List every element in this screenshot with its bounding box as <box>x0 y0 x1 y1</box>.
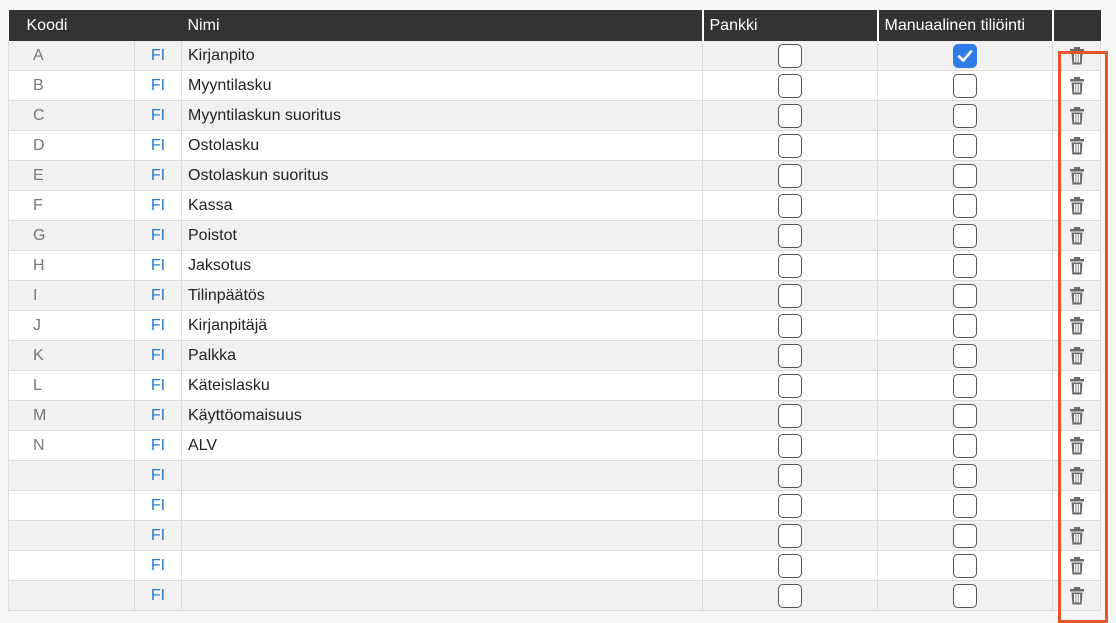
table-row <box>9 41 1101 71</box>
trash-icon[interactable] <box>1067 436 1087 456</box>
bank-checkbox[interactable] <box>778 164 802 188</box>
bank-checkbox[interactable] <box>778 194 802 218</box>
row-name: Kirjanpitäjä <box>182 311 703 341</box>
manual-posting-checkbox[interactable] <box>953 374 977 398</box>
row-delete-cell <box>1053 521 1101 551</box>
bank-checkbox[interactable] <box>778 464 802 488</box>
row-name <box>182 551 703 581</box>
row-name: Palkka <box>182 341 703 371</box>
table-row <box>9 401 1101 431</box>
row-manual-cell <box>878 221 1053 251</box>
row-name <box>182 581 703 611</box>
row-name: Ostolasku <box>182 131 703 161</box>
row-name <box>182 521 703 551</box>
row-bank-cell <box>703 191 878 221</box>
trash-icon[interactable] <box>1067 556 1087 576</box>
row-bank-cell <box>703 431 878 461</box>
trash-icon[interactable] <box>1067 376 1087 396</box>
bank-checkbox[interactable] <box>778 44 802 68</box>
row-name: Ostolaskun suoritus <box>182 161 703 191</box>
row-language-link[interactable]: FI <box>135 581 182 611</box>
row-language-link[interactable]: FI <box>135 161 182 191</box>
header-name: Nimi <box>182 10 703 41</box>
bank-checkbox[interactable] <box>778 374 802 398</box>
table-row <box>9 341 1101 371</box>
row-code <box>9 581 135 611</box>
bank-checkbox[interactable] <box>778 344 802 368</box>
row-manual-cell <box>878 431 1053 461</box>
table-body <box>9 41 1101 611</box>
row-name: Kassa <box>182 191 703 221</box>
row-language-link[interactable]: FI <box>135 491 182 521</box>
row-code: K <box>9 341 135 371</box>
manual-posting-checkbox[interactable] <box>953 284 977 308</box>
row-code <box>9 551 135 581</box>
manual-posting-checkbox[interactable] <box>953 434 977 458</box>
row-delete-cell <box>1053 431 1101 461</box>
table-row <box>9 191 1101 221</box>
row-manual-cell <box>878 131 1053 161</box>
row-bank-cell <box>703 131 878 161</box>
row-language-link[interactable]: FI <box>135 341 182 371</box>
row-delete-cell <box>1053 551 1101 581</box>
row-name <box>182 461 703 491</box>
row-bank-cell <box>703 281 878 311</box>
table-row <box>9 101 1101 131</box>
bank-checkbox[interactable] <box>778 554 802 578</box>
row-delete-cell <box>1053 101 1101 131</box>
row-bank-cell <box>703 41 878 71</box>
row-delete-cell <box>1053 401 1101 431</box>
header-code: Koodi <box>9 10 135 41</box>
row-language-link[interactable]: FI <box>135 221 182 251</box>
row-code: D <box>9 131 135 161</box>
row-delete-cell <box>1053 161 1101 191</box>
table-header-row <box>9 10 1101 41</box>
row-manual-cell <box>878 581 1053 611</box>
table-row <box>9 551 1101 581</box>
trash-icon[interactable] <box>1067 106 1087 126</box>
voucher-types-table-container <box>8 10 1100 611</box>
row-name: ALV <box>182 431 703 461</box>
trash-icon[interactable] <box>1067 46 1087 66</box>
row-bank-cell <box>703 461 878 491</box>
row-name: Käyttöomaisuus <box>182 401 703 431</box>
bank-checkbox[interactable] <box>778 74 802 98</box>
row-name: Myyntilaskun suoritus <box>182 101 703 131</box>
row-language-link[interactable]: FI <box>135 131 182 161</box>
row-manual-cell <box>878 341 1053 371</box>
row-bank-cell <box>703 581 878 611</box>
row-delete-cell <box>1053 281 1101 311</box>
manual-posting-checkbox[interactable] <box>953 464 977 488</box>
manual-posting-checkbox[interactable] <box>953 404 977 428</box>
row-manual-cell <box>878 551 1053 581</box>
row-language-link[interactable]: FI <box>135 521 182 551</box>
trash-icon[interactable] <box>1067 346 1087 366</box>
row-delete-cell <box>1053 461 1101 491</box>
row-language-link[interactable]: FI <box>135 101 182 131</box>
bank-checkbox[interactable] <box>778 254 802 278</box>
row-manual-cell <box>878 281 1053 311</box>
row-language-link[interactable]: FI <box>135 401 182 431</box>
row-bank-cell <box>703 341 878 371</box>
row-language-link[interactable]: FI <box>135 311 182 341</box>
table-row <box>9 281 1101 311</box>
table-row <box>9 161 1101 191</box>
voucher-types-table <box>8 10 1101 611</box>
row-bank-cell <box>703 71 878 101</box>
row-manual-cell <box>878 461 1053 491</box>
trash-icon[interactable] <box>1067 256 1087 276</box>
trash-icon[interactable] <box>1067 496 1087 516</box>
manual-posting-checkbox[interactable] <box>953 494 977 518</box>
row-code <box>9 521 135 551</box>
row-manual-cell <box>878 401 1053 431</box>
row-name: Käteislasku <box>182 371 703 401</box>
row-manual-cell <box>878 491 1053 521</box>
trash-icon[interactable] <box>1067 466 1087 486</box>
bank-checkbox[interactable] <box>778 314 802 338</box>
manual-posting-checkbox[interactable] <box>953 74 977 98</box>
manual-posting-checkbox[interactable] <box>953 224 977 248</box>
row-delete-cell <box>1053 71 1101 101</box>
header-manual-posting: Manuaalinen tiliöinti <box>878 10 1053 41</box>
trash-icon[interactable] <box>1067 586 1087 606</box>
row-bank-cell <box>703 551 878 581</box>
row-manual-cell <box>878 251 1053 281</box>
header-language <box>135 10 182 41</box>
row-language-link[interactable]: FI <box>135 191 182 221</box>
row-delete-cell <box>1053 341 1101 371</box>
table-row <box>9 311 1101 341</box>
row-code: E <box>9 161 135 191</box>
row-language-link[interactable]: FI <box>135 71 182 101</box>
manual-posting-checkbox[interactable] <box>953 344 977 368</box>
row-bank-cell <box>703 251 878 281</box>
row-language-link[interactable]: FI <box>135 431 182 461</box>
table-row <box>9 491 1101 521</box>
manual-posting-checkbox[interactable] <box>953 254 977 278</box>
row-language-link[interactable]: FI <box>135 41 182 71</box>
row-language-link[interactable]: FI <box>135 551 182 581</box>
row-manual-cell <box>878 101 1053 131</box>
header-bank: Pankki <box>703 10 878 41</box>
row-code: A <box>9 41 135 71</box>
manual-posting-checkbox[interactable] <box>953 584 977 608</box>
row-delete-cell <box>1053 251 1101 281</box>
row-name: Tilinpäätös <box>182 281 703 311</box>
manual-posting-checkbox[interactable] <box>953 524 977 548</box>
bank-checkbox[interactable] <box>778 104 802 128</box>
row-delete-cell <box>1053 311 1101 341</box>
bank-checkbox[interactable] <box>778 284 802 308</box>
row-language-link[interactable]: FI <box>135 281 182 311</box>
row-name: Poistot <box>182 221 703 251</box>
table-row <box>9 461 1101 491</box>
bank-checkbox[interactable] <box>778 584 802 608</box>
row-delete-cell <box>1053 491 1101 521</box>
row-code: C <box>9 101 135 131</box>
row-manual-cell <box>878 191 1053 221</box>
row-manual-cell <box>878 521 1053 551</box>
row-language-link[interactable]: FI <box>135 371 182 401</box>
row-name: Myyntilasku <box>182 71 703 101</box>
bank-checkbox[interactable] <box>778 494 802 518</box>
row-bank-cell <box>703 401 878 431</box>
table-row <box>9 581 1101 611</box>
trash-icon[interactable] <box>1067 76 1087 96</box>
bank-checkbox[interactable] <box>778 224 802 248</box>
table-row <box>9 371 1101 401</box>
row-code: L <box>9 371 135 401</box>
row-code: N <box>9 431 135 461</box>
row-bank-cell <box>703 101 878 131</box>
bank-checkbox[interactable] <box>778 404 802 428</box>
row-bank-cell <box>703 161 878 191</box>
manual-posting-checkbox[interactable] <box>953 134 977 158</box>
row-name: Kirjanpito <box>182 41 703 71</box>
trash-icon[interactable] <box>1067 196 1087 216</box>
row-delete-cell <box>1053 581 1101 611</box>
row-bank-cell <box>703 311 878 341</box>
table-row <box>9 221 1101 251</box>
header-delete <box>1053 10 1101 41</box>
trash-icon[interactable] <box>1067 286 1087 306</box>
row-delete-cell <box>1053 371 1101 401</box>
row-manual-cell <box>878 371 1053 401</box>
trash-icon[interactable] <box>1067 136 1087 156</box>
row-name: Jaksotus <box>182 251 703 281</box>
row-delete-cell <box>1053 131 1101 161</box>
manual-posting-checkbox[interactable] <box>953 44 977 68</box>
table-row <box>9 251 1101 281</box>
manual-posting-checkbox[interactable] <box>953 104 977 128</box>
row-code: H <box>9 251 135 281</box>
row-manual-cell <box>878 71 1053 101</box>
row-delete-cell <box>1053 41 1101 71</box>
trash-icon[interactable] <box>1067 316 1087 336</box>
trash-icon[interactable] <box>1067 226 1087 246</box>
row-bank-cell <box>703 221 878 251</box>
row-bank-cell <box>703 371 878 401</box>
trash-icon[interactable] <box>1067 526 1087 546</box>
row-manual-cell <box>878 161 1053 191</box>
manual-posting-checkbox[interactable] <box>953 554 977 578</box>
row-delete-cell <box>1053 191 1101 221</box>
manual-posting-checkbox[interactable] <box>953 164 977 188</box>
table-row <box>9 521 1101 551</box>
row-code: G <box>9 221 135 251</box>
row-language-link[interactable]: FI <box>135 251 182 281</box>
manual-posting-checkbox[interactable] <box>953 194 977 218</box>
row-delete-cell <box>1053 221 1101 251</box>
row-code <box>9 461 135 491</box>
row-bank-cell <box>703 521 878 551</box>
row-language-link[interactable]: FI <box>135 461 182 491</box>
row-manual-cell <box>878 41 1053 71</box>
row-code: M <box>9 401 135 431</box>
trash-icon[interactable] <box>1067 166 1087 186</box>
table-row <box>9 131 1101 161</box>
row-code: F <box>9 191 135 221</box>
row-name <box>182 491 703 521</box>
row-bank-cell <box>703 491 878 521</box>
row-manual-cell <box>878 311 1053 341</box>
table-row <box>9 71 1101 101</box>
row-code: I <box>9 281 135 311</box>
bank-checkbox[interactable] <box>778 134 802 158</box>
table-row <box>9 431 1101 461</box>
row-code <box>9 491 135 521</box>
row-code: B <box>9 71 135 101</box>
trash-icon[interactable] <box>1067 406 1087 426</box>
manual-posting-checkbox[interactable] <box>953 314 977 338</box>
row-code: J <box>9 311 135 341</box>
bank-checkbox[interactable] <box>778 524 802 548</box>
bank-checkbox[interactable] <box>778 434 802 458</box>
